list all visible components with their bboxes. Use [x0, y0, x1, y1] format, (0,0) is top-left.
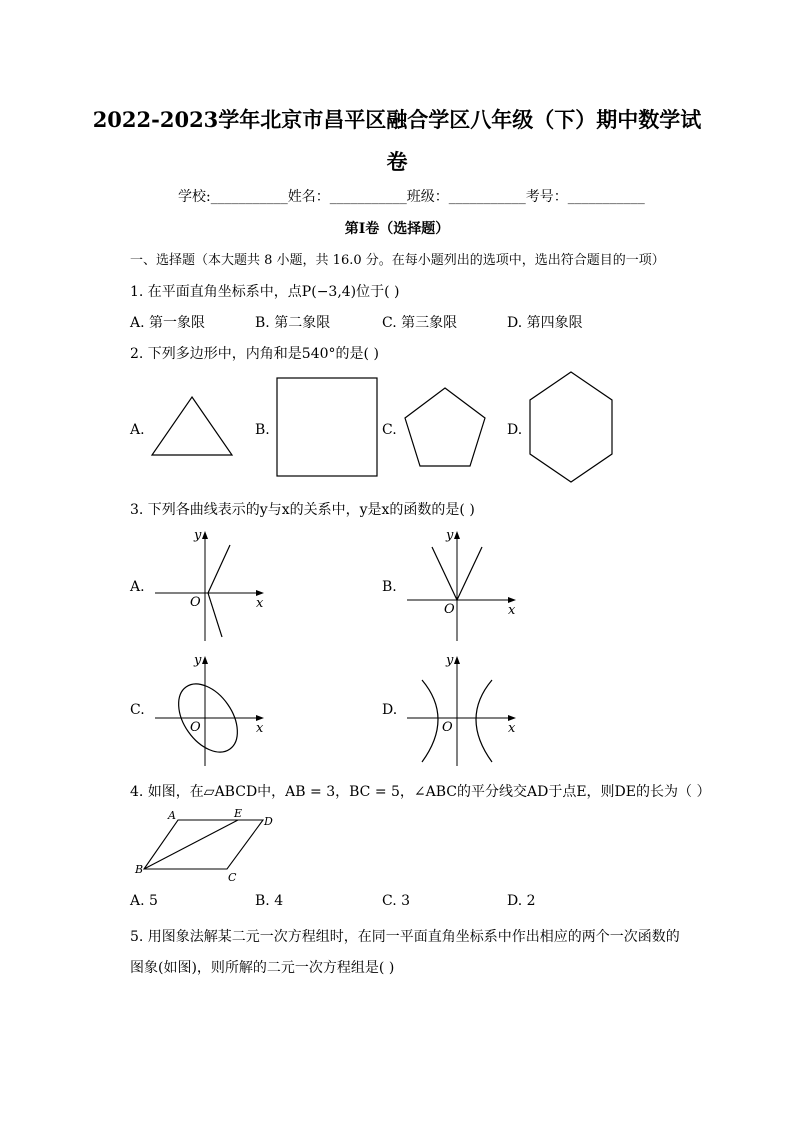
q2-triangle-figure [150, 393, 236, 459]
q3-graph-a [150, 525, 270, 645]
origin-label: O [442, 720, 453, 735]
question-1-stem: 1. 在平面直角坐标系中，点P(−3,4)位于( ) [130, 284, 400, 300]
x-axis-label: x [256, 721, 264, 736]
q3-graph-b [402, 525, 522, 645]
point-d-label: D [264, 815, 273, 828]
q3-graph-d [402, 650, 522, 770]
square-shape [277, 378, 377, 476]
q2-option-b-label[interactable]: B. [255, 422, 270, 438]
q1-option-c[interactable]: C. 第三象限 [382, 315, 458, 331]
exam-title-line1: 2022-2023学年北京市昌平区融合学区八年级（下）期中数学试 [92, 107, 702, 132]
q2-option-d-label[interactable]: D. [507, 422, 523, 438]
question-3-stem: 3. 下列各曲线表示的y与x的关系中，y是x的函数的是( ) [130, 502, 475, 518]
part-title: 第Ⅰ卷（选择题） [344, 221, 450, 237]
q2-option-c-label[interactable]: C. [382, 422, 397, 438]
q1-option-a[interactable]: A. 第一象限 [130, 315, 206, 331]
q4-option-a[interactable]: A. 5 [130, 893, 158, 909]
q2-pentagon-figure [402, 386, 488, 470]
pentagon-shape [405, 388, 485, 466]
question-5-stem-line2: 图象(如图)，则所解的二元一次方程组是( ) [130, 960, 395, 976]
y-axis-label: y [194, 653, 202, 668]
origin-label: O [190, 595, 201, 610]
q2-option-a-label[interactable]: A. [130, 422, 145, 438]
point-e-label: E [234, 807, 243, 820]
q4-option-d[interactable]: D. 2 [507, 893, 536, 909]
q1-option-b[interactable]: B. 第二象限 [255, 315, 331, 331]
y-axis-label: y [194, 528, 202, 543]
q2-square-figure [275, 376, 379, 478]
q3-option-c-label[interactable]: C. [130, 702, 145, 718]
origin-label: O [444, 602, 455, 617]
hexagon-shape [530, 372, 612, 482]
exam-title-line2: 卷 [386, 149, 408, 174]
point-c-label: C [228, 871, 237, 884]
question-4-stem: 4. 如图，在▱ABCD中，AB = 3，BC = 5，∠ABC的平分线交AD于点E，则DE的长为（ ） [130, 784, 711, 800]
x-axis-label: x [256, 596, 264, 611]
q2-hexagon-figure [527, 370, 615, 484]
question-5-stem-line1: 5. 用图象法解某二元一次方程组时，在同一平面直角坐标系中作出相应的两个一次函数的 [130, 929, 680, 945]
point-a-label: A [168, 809, 176, 822]
q3-graph-c [150, 650, 270, 770]
origin-label: O [190, 720, 201, 735]
x-axis-label: x [508, 721, 516, 736]
student-info-line: 学校:___________姓名：___________班级：___________考号：___________ [178, 189, 645, 205]
q4-option-c[interactable]: C. 3 [382, 893, 411, 909]
q3-option-d-label[interactable]: D. [382, 702, 398, 718]
x-axis-label: x [508, 603, 516, 618]
point-b-label: B [135, 863, 144, 876]
q3-option-a-label[interactable]: A. [130, 579, 145, 595]
q3-option-b-label[interactable]: B. [382, 579, 397, 595]
q4-parallelogram-figure [130, 805, 280, 885]
q1-option-d[interactable]: D. 第四象限 [507, 315, 583, 331]
triangle-shape [152, 397, 232, 455]
question-2-stem: 2. 下列多边形中，内角和是540°的是( ) [130, 346, 379, 362]
q4-option-b[interactable]: B. 4 [255, 893, 284, 909]
y-axis-label: y [446, 528, 454, 543]
section-header: 一、选择题（本大题共 8 小题，共 16.0 分。在每小题列出的选项中，选出符合题目的一项） [130, 253, 665, 268]
y-axis-label: y [446, 653, 454, 668]
